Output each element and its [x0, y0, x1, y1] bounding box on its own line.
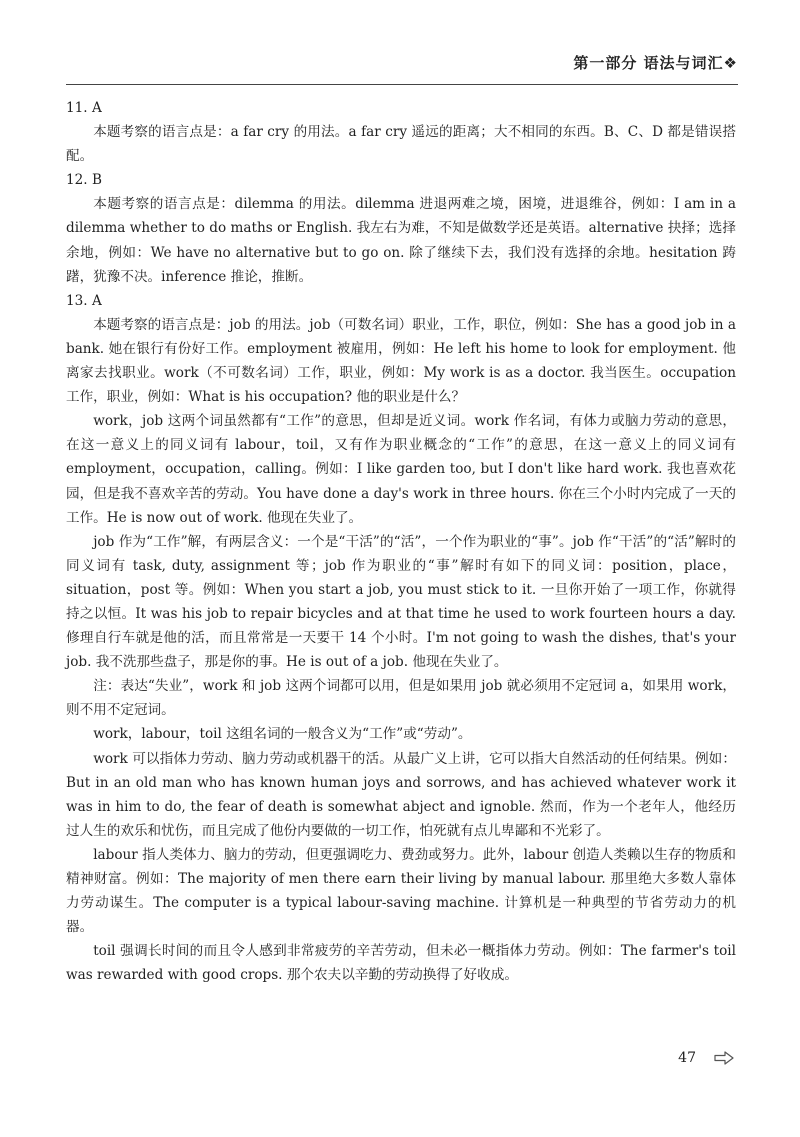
- header-rule: [66, 84, 738, 85]
- running-header: 第一部分 语法与词汇❖: [573, 54, 738, 72]
- right-arrow-outline-icon: [714, 1051, 734, 1065]
- explanation-13: 本题考察的语言点是：job 的用法。job（可数名词）职业，工作，职位，例如：She has a good job in a bank. 她在银行有份好工作。employment 被雇用，例如：He left his home to look for employment. 他离家去找职业。work（不可数名词）工作，职业，例如：My work is as a doctor. 我当医生。occupation 工作，职业，例如：What is his occupation? 他的职业是什么？: [66, 316, 736, 406]
- explanation-11: 本题考察的语言点是：a far cry 的用法。a far cry 遥远的距离；大不相同的东西。B、C、D 都是错误搭配。: [66, 124, 736, 165]
- paragraph-work: work 可以指体力劳动、脑力劳动或机器干的活。从最广义上讲，它可以指大自然活动的任何结果。例如：But in an old man who has known human joys and sorrows, and has achieved whatever work it was in him to do, the fear of death is somewhat abject and ignoble. 然而，作为一个老年人，他经历过人生的欢乐和忧伤，而且完成了他份内要做的一切工作，怕死就有点儿卑鄙和不光彩了。: [66, 750, 736, 839]
- answer-11: 11. A: [66, 100, 102, 116]
- paragraph-note: 注：表达“失业”，work 和 job 这两个词都可以用，但是如果用 job 就必须用不定冠词 a，如果用 work，则不用不定冠词。: [66, 678, 736, 719]
- page-footer: [678, 1050, 734, 1066]
- paragraph-toil: toil 强调长时间的而且令人感到非常疲劳的辛苦劳动，但未必一概指体力劳动。例如：The farmer's toil was rewarded with good crops. 那个农夫以辛勤的劳动换得了好收成。: [66, 943, 736, 984]
- paragraph-general-meaning: work，labour，toil 这组名词的一般含义为“工作”或“劳动”。: [93, 726, 472, 743]
- paragraph-work-job: work，job 这两个词虽然都有“工作”的意思，但却是近义词。work 作名词，有体力或脑力劳动的意思，在这一意义上的同义词有 labour，toil，又有作为职业概念的“工作”的意思，在这一意义上的同义词有 employment，occupation，calling。例如：I like garden too, but I don't like hard work. 我也喜欢花园，但是我不喜欢辛苦的劳动。You have done a day's work in three hours. 你在三个小时内完成了一天的工作。He is now out of work. 他现在失业了。: [66, 413, 736, 526]
- answer-12: 12. B: [66, 172, 102, 189]
- page-number: 47: [678, 1050, 696, 1066]
- paragraph-job-meanings: job 作为“工作”解，有两层含义：一个是“干活”的“活”，一个作为职业的“事”。job 作“干活”的“活”解时的同义词有 task, duty, assignment 等；job 作为职业的“事”解时有如下的同义词：position，place，situation，post 等。例如：When you start a job, you must stick to it. 一旦你开始了一项工作，你就得持之以恒。It was his job to repair bicycles and at that time he used to work fourteen hours a day. 修理自行车就是他的活，而且常常是一天要干 14 个小时。I'm not going to wash the dishes, that's your job. 我不洗那些盘子，那是你的事。He is out of a job. 他现在失业了。: [66, 533, 736, 671]
- page-body: [66, 96, 736, 987]
- explanation-12: 本题考察的语言点是：dilemma 的用法。dilemma 进退两难之境，困境，进退维谷，例如：I am in a dilemma whether to do maths or English. 我左右为难，不知是做数学还是英语。alternative 抉择；选择余地，例如：We have no alternative but to go on. 除了继续下去，我们没有选择的余地。hesitation 踌躇，犹豫不决。inference 推论，推断。: [66, 196, 736, 285]
- answer-13: 13. A: [66, 292, 102, 309]
- paragraph-labour: labour 指人类体力、脑力的劳动，但更强调吃力、费劲或努力。此外，labour 创造人类赖以生存的物质和精神财富。例如：The majority of men there earn their living by manual labour. 那里绝大多数人靠体力劳动谋生。The computer is a typical labour-saving machine. 计算机是一种典型的节省劳动力的机器。: [66, 846, 736, 936]
